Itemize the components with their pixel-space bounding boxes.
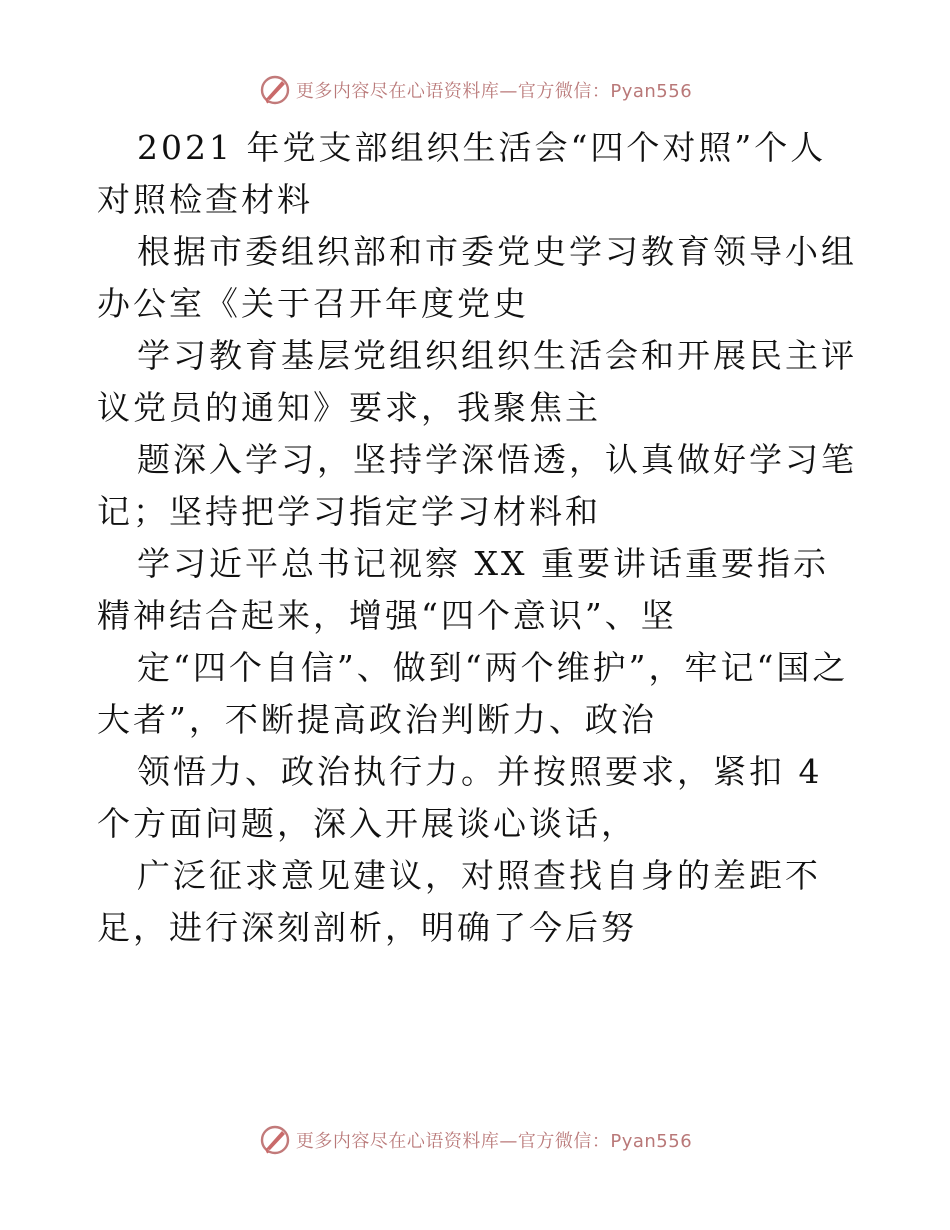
watermark-group [258,73,692,107]
paragraph-title: 2021 年党支部组织生活会“四个对照”个人对照检查材料 [97,128,827,219]
header-watermark [0,70,950,110]
paragraph: 根据市委组织部和市委党史学习教育领导小组办公室《关于召开年度党史 [97,232,857,323]
watermark-text: 更多内容尽在心语资料库—官方微信：Pyan556 [295,81,693,102]
paragraph: 定“四个自信”、做到“两个维护”，牢记“国之大者”，不断提高政治判断力、政治 [97,648,849,739]
quill-logo-icon [258,73,292,107]
watermark-text: 更多内容尽在心语资料库—官方微信：Pyan556 [295,1131,693,1152]
watermark-group [258,1123,692,1157]
paragraph: 领悟力、政治执行力。并按照要求，紧扣 4 个方面问题，深入开展谈心谈话， [97,752,823,843]
paragraph: 广泛征求意见建议，对照查找自身的差距不足，进行深刻剖析，明确了今后努 [97,856,821,947]
paragraph: 题深入学习，坚持学深悟透，认真做好学习笔记；坚持把学习指定学习材料和 [97,440,857,531]
quill-logo-icon [258,1123,292,1157]
footer-watermark [0,1120,950,1160]
paragraph: 学习教育基层党组织组织生活会和开展民主评议党员的通知》要求，我聚焦主 [97,336,857,427]
paragraph: 学习近平总书记视察 XX 重要讲话重要指示精神结合起来，增强“四个意识”、坚 [97,544,829,635]
document-body [97,122,857,954]
